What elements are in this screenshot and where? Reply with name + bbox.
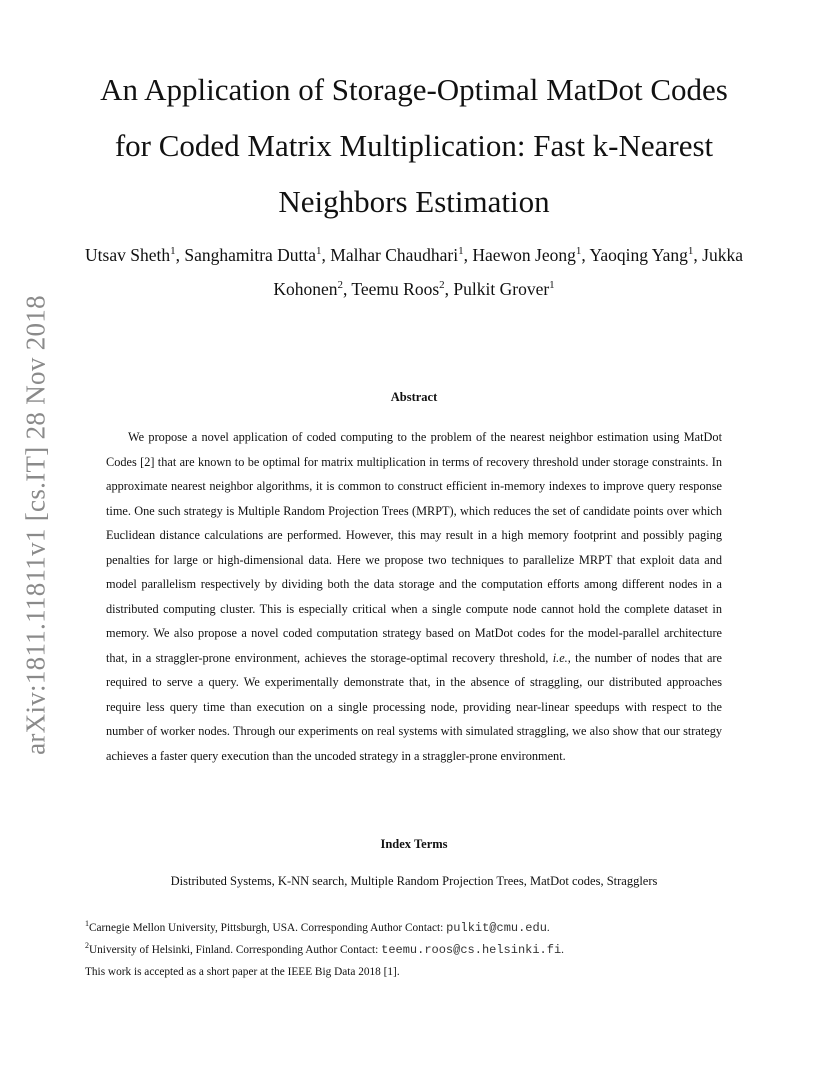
footnote-1 — [85, 917, 765, 939]
author-name: Utsav Sheth — [85, 245, 171, 265]
email-link[interactable]: pulkit@cmu.edu — [446, 921, 547, 935]
footnote-2 — [85, 939, 765, 961]
affiliation-mark: 1 — [458, 245, 464, 257]
author-list: Utsav Sheth$^1$, Sanghamitra Dutta$^1$, Malhar Chaudhari$^1$, Haewon Jeong$^1$, Yaoqing Yang$^1$, Jukka Kohonen$^2$, Teemu Roos$^2$, Pulkit Grover$^1$ — [85, 245, 743, 299]
author-name: Pulkit Grover — [453, 279, 550, 299]
affiliation-mark: 2 — [439, 279, 445, 291]
affiliation-mark: 1 — [170, 245, 176, 257]
index-terms-heading: Index Terms — [380, 837, 448, 851]
footnote-mark: 1 — [85, 919, 89, 928]
author-name: Malhar Chaudhari — [330, 245, 459, 265]
email-link[interactable]: teemu.roos@cs.helsinki.fi — [381, 943, 562, 957]
abstract-body — [106, 425, 722, 768]
abstract-ie: i.e. — [552, 650, 568, 665]
abstract-text: , the number of nodes that are required to serve a query. We experimentally demonstrate that, in the absence of straggling, our distributed approaches require less query time than execution on a single processing node, providing near-linear speedups with respect to the number of worker nodes. Through our experiments on real systems with simulated straggling, we also show that our strategy achieves a faster query execution than the uncoded strategy in a straggler-prone environment. — [106, 650, 722, 763]
author-name: Sanghamitra Dutta — [184, 245, 317, 265]
affiliation-mark: 1 — [575, 245, 582, 257]
author-name: Haewon Jeong — [472, 245, 576, 265]
footnote-end: . — [561, 944, 564, 956]
index-terms: Distributed Systems, K-NN search, Multiple Random Projection Trees, MatDot codes, Stragglers — [170, 874, 658, 888]
arxiv-identifier: arXiv:1811.11811v1 [cs.IT] 28 Nov 2018 — [20, 295, 51, 755]
abstract-heading: Abstract — [390, 390, 438, 404]
author-name: Yaoqing Yang — [589, 245, 688, 265]
footnote-end: . — [546, 922, 550, 934]
author-name: Teemu Roos — [351, 279, 440, 299]
paper-title — [40, 62, 788, 230]
affiliation-mark: 1 — [549, 279, 555, 291]
footnote-text: Carnegie Mellon University, Pittsburgh, USA. Corresponding Author Contact: — [89, 922, 447, 934]
footnote-text: University of Helsinki, Finland. Corresponding Author Contact: — [89, 944, 382, 956]
footnote-mark: 2 — [85, 941, 89, 950]
abstract-text: We propose a novel application of coded computing to the problem of the nearest neighbor estimation using MatDot Codes [2] that are known to be optimal for matrix multiplication in terms of recovery threshold under storage constraints. In approximate nearest neighbor algorithms, it is common to construct efficient in-memory indexes to improve query response time. One such strategy is Multiple Random Projection Trees (MRPT), which reduces the set of candidate points over which Euclidean distance calculations are performed. However, this may result in a high memory footprint and possibly paging penalties for large or high-dimensional data. Here we propose two techniques to parallelize MRPT that exploit data and model parallelism respectively by dividing both the data storage and the computation efforts among different nodes in a distributed computing cluster. This is especially critical when a single compute node cannot hold the complete dataset in memory. We also propose a novel coded computation strategy based on MatDot codes for the model-parallel architecture that, in a straggler-prone environment, achieves the storage-optimal recovery threshold, — [106, 430, 722, 665]
title-line: for Coded Matrix Multiplication: Fast k-Nearest — [114, 128, 714, 163]
author-name: Jukka Kohonen — [273, 245, 743, 299]
affiliation-mark: 1 — [316, 245, 322, 257]
footnotes — [85, 917, 765, 983]
publication-note: This work is accepted as a short paper at the IEEE Big Data 2018 [1]. — [85, 966, 400, 978]
affiliation-mark: 1 — [687, 245, 694, 257]
title-line: Neighbors Estimation — [278, 184, 550, 219]
title-line: An Application of Storage-Optimal MatDot Codes — [100, 72, 728, 107]
affiliation-mark: 2 — [337, 279, 343, 291]
